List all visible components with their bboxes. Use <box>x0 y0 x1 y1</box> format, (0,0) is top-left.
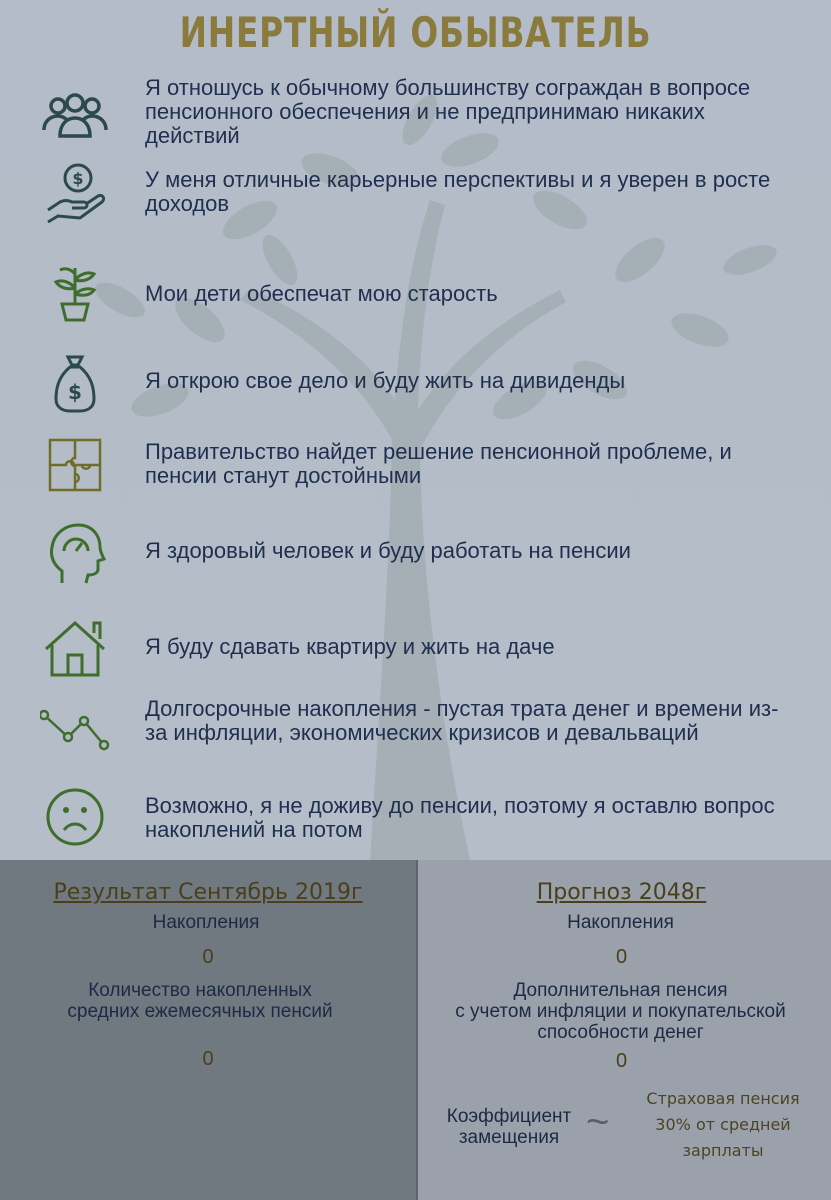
list-item-text: Я открою свое дело и буду жить на дивиденды <box>145 368 626 393</box>
list-item-text: Я отношусь к обычному большинству сограждан в вопросе пенсионного обеспечения и не предпринимаю никаких действий <box>145 75 751 148</box>
coef-label-1: Коэффициент <box>446 1106 572 1127</box>
forecast-extra-label-1: Дополнительная пенсия <box>513 980 728 1001</box>
forecast-title: Прогноз 2048г <box>536 880 707 905</box>
list-item-text: Возможно, я не доживу до пенсии, поэтому я оставлю вопрос накоплений на потом <box>145 793 775 842</box>
result-pensions-value: 0 <box>202 1048 214 1070</box>
forecast-savings-label: Накопления <box>567 912 674 933</box>
result-pensions-label-1: Количество накопленных <box>88 980 312 1001</box>
puzzle-icon <box>40 436 110 506</box>
list-item-text: Мои дети обеспечат мою старость <box>145 281 498 306</box>
result-savings-value: 0 <box>202 946 214 968</box>
list-item-text: Правительство найдет решение пенсионной проблеме, и пенсии станут достойными <box>145 439 732 488</box>
list-item-text: Я здоровый человек и буду работать на пенсии <box>145 538 631 563</box>
decline-graph-icon <box>40 697 110 767</box>
plant-pot-icon <box>40 258 110 328</box>
result-panel <box>0 860 416 1200</box>
list-item-text: У меня отличные карьерные перспективы и я уверен в росте доходов <box>145 167 771 216</box>
list-item-text: Долгосрочные накопления - пустая трата денег и времени из-за инфляции, экономических кризисов и девальваций <box>145 696 779 745</box>
result-savings-label: Накопления <box>152 912 260 933</box>
approx-sign: ~ <box>586 1100 610 1144</box>
pension-line-1: Страховая пенсия <box>646 1089 800 1108</box>
head-gauge-icon <box>40 519 110 589</box>
house-icon <box>40 615 110 685</box>
result-pensions-label-2: средних ежемесячных пенсий <box>67 1001 333 1022</box>
forecast-panel <box>416 860 831 1200</box>
pension-line-3: зарплаты <box>682 1141 764 1160</box>
page-title: ИНЕРТНЫЙ ОБЫВАТЕЛЬ <box>179 8 652 57</box>
hand-coin-icon <box>40 160 110 230</box>
result-title: Результат Сентябрь 2019г <box>53 880 363 905</box>
sad-face-icon <box>40 782 110 852</box>
forecast-extra-value: 0 <box>615 1050 628 1072</box>
coef-label-2: замещения <box>458 1127 560 1148</box>
svg-text:$: $ <box>68 380 82 404</box>
list-item-text: Я буду сдавать квартиру и жить на даче <box>145 634 555 659</box>
svg-text:$: $ <box>72 169 84 188</box>
money-bag-icon <box>40 349 110 419</box>
forecast-extra-label-2: с учетом инфляции и покупательской <box>455 1001 786 1022</box>
people-group-icon <box>40 84 110 154</box>
forecast-extra-label-3: способности денег <box>537 1022 704 1043</box>
pension-line-2: 30% от средней <box>655 1115 791 1134</box>
forecast-savings-value: 0 <box>615 946 628 968</box>
